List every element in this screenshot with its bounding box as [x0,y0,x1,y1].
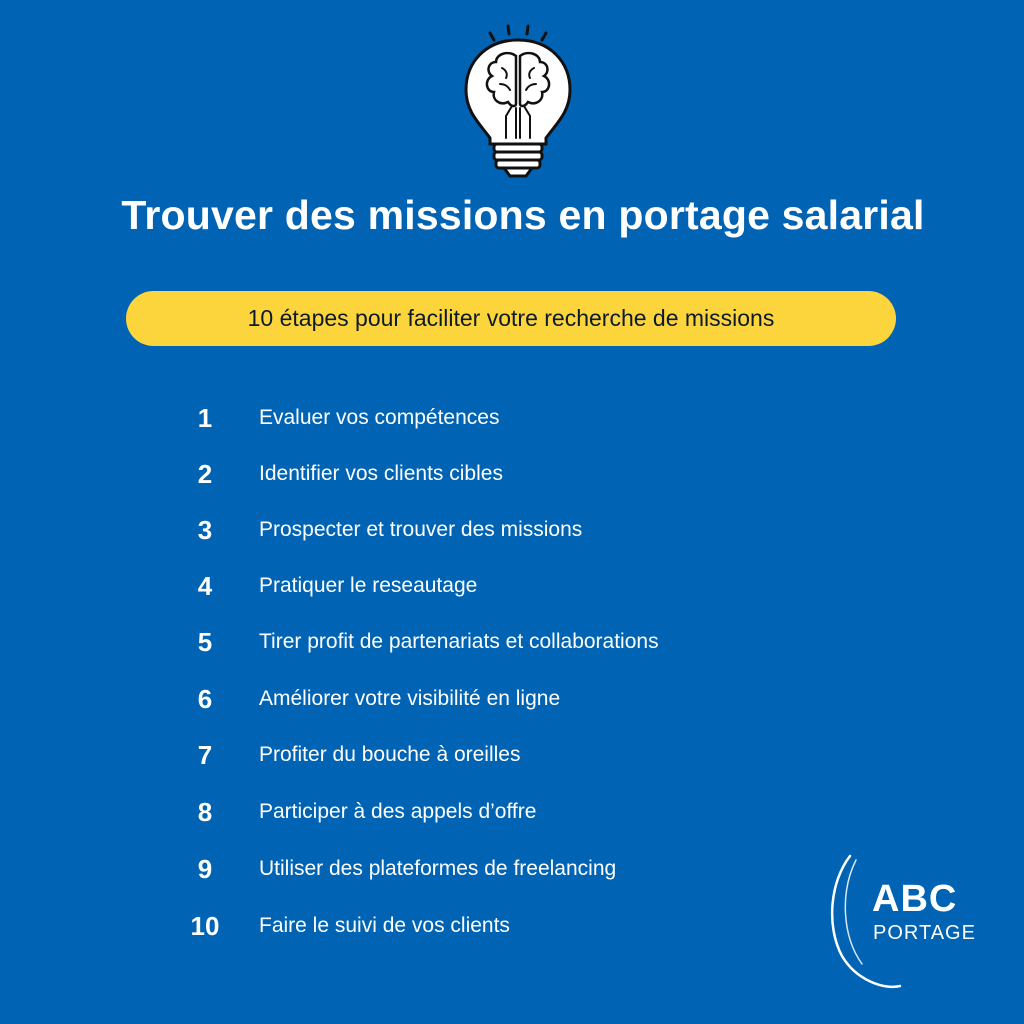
subtitle-pill: 10 étapes pour faciliter votre recherche de missions [126,291,896,346]
step-label: Participer à des appels d’offre [259,800,537,823]
step-number: 2 [197,458,213,489]
step-label: Faire le suivi de vos clients [259,914,510,937]
step-number: 4 [197,570,213,601]
step-label: Pratiquer le reseautage [259,574,478,597]
step-number: 1 [197,402,213,433]
step-item [0,788,1024,836]
step-item [0,450,1024,498]
step-item [0,394,1024,442]
step-label: Améliorer votre visibilité en ligne [259,687,561,710]
step-label: Tirer profit de partenariats et collaborations [259,630,659,653]
step-number: 3 [197,514,213,545]
logo-abc: ABC [872,878,958,920]
page-title: Trouver des missions en portage salarial [121,192,925,238]
step-number: 9 [197,853,213,884]
logo-portage: PORTAGE [873,922,976,944]
step-label: Evaluer vos compétences [259,406,500,429]
step-number: 8 [197,796,213,827]
step-number: 5 [197,626,213,657]
step-label: Prospecter et trouver des missions [259,518,583,541]
step-number: 7 [197,739,213,770]
step-item [0,731,1024,779]
step-number: 6 [197,683,213,714]
lightbulb-brain-icon [456,20,580,178]
step-item [0,506,1024,554]
step-item [0,562,1024,610]
step-label: Identifier vos clients cibles [259,462,503,485]
step-number: 10 [190,910,220,941]
step-label: Utiliser des plateformes de freelancing [259,857,617,880]
step-label: Profiter du bouche à oreilles [259,743,521,766]
step-item [0,618,1024,666]
step-item [0,675,1024,723]
